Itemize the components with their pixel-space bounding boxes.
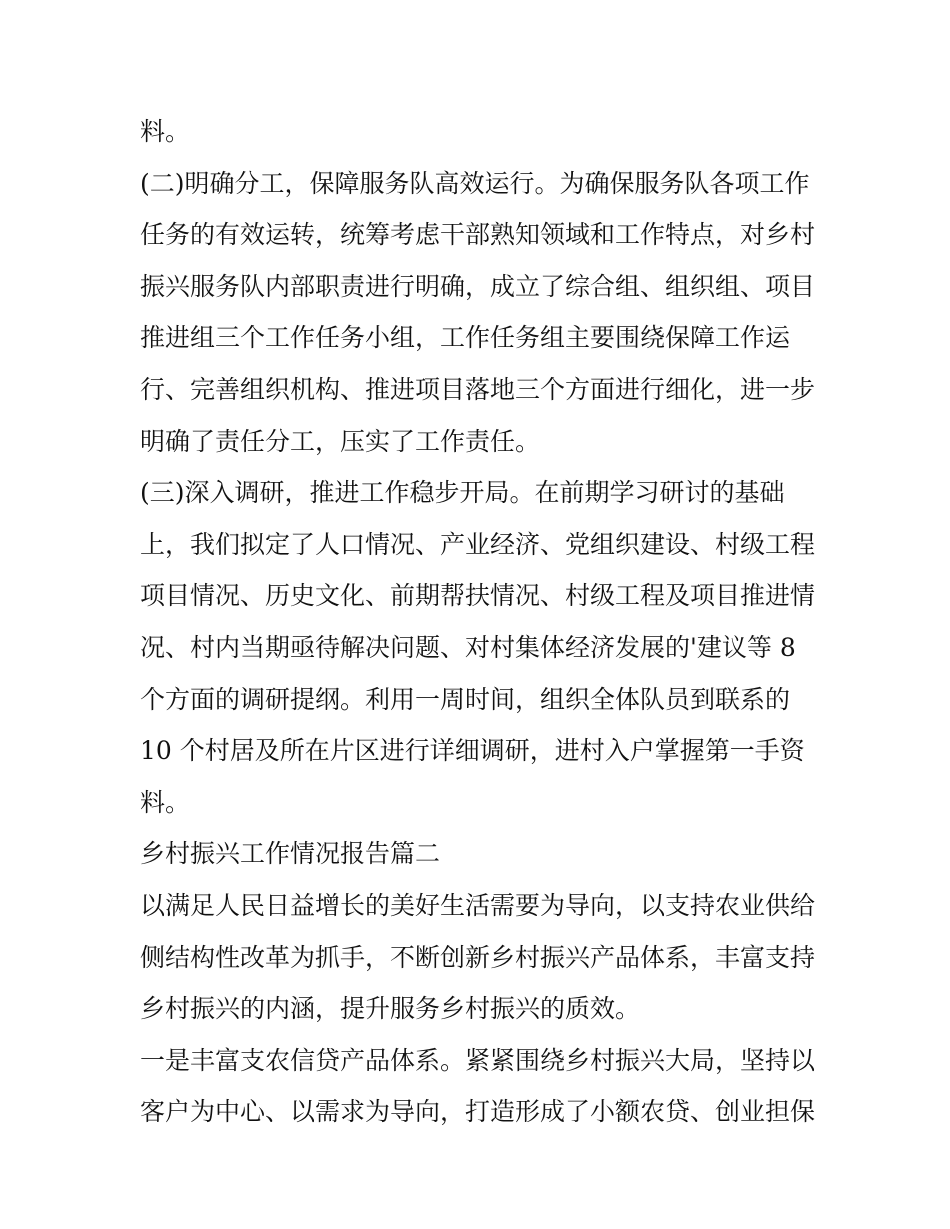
text-line: 况、村内当期亟待解决问题、对村集体经济发展的'建议等 8 — [140, 632, 796, 662]
text-line: 客户为中心、以需求为导向，打造形成了小额农贷、创业担保 — [140, 1097, 816, 1127]
text-line: 料。 — [140, 117, 191, 146]
text-line: 振兴服务队内部职责进行明确，成立了综合组、组织组、项目 — [140, 271, 816, 301]
text-line: (二)明确分工，保障服务队高效运行。为确保服务队各项工作 — [140, 168, 810, 198]
text-line: 项目情况、历史文化、前期帮扶情况、村级工程及项目推进情 — [140, 581, 816, 611]
text-line: 以满足人民日益增长的美好生活需要为导向，以支持农业供给 — [140, 890, 816, 920]
text-line: 行、完善组织机构、推进项目落地三个方面进行细化，进一步 — [140, 374, 816, 404]
section-heading: 乡村振兴工作情况报告篇二 — [140, 839, 441, 869]
text-line: 10 个村居及所在片区进行详细调研，进村入户掌握第一手资 — [140, 736, 805, 766]
text-line: 明确了责任分工，压实了工作责任。 — [140, 426, 541, 456]
text-line: 侧结构性改革为抓手，不断创新乡村振兴产品体系，丰富支持 — [140, 942, 816, 972]
text-line: 一是丰富支农信贷产品体系。紧紧围绕乡村振兴大局，坚持以 — [140, 1045, 816, 1075]
text-line: 推进组三个工作任务小组，工作任务组主要围绕保障工作运 — [140, 323, 791, 353]
text-line: 任务的有效运转，统筹考虑干部熟知领域和工作特点，对乡村 — [140, 220, 816, 250]
text-line: 上，我们拟定了人口情况、产业经济、党组织建设、村级工程 — [140, 529, 816, 559]
document-body — [140, 106, 820, 1138]
text-line: 乡村振兴的内涵，提升服务乡村振兴的质效。 — [140, 994, 641, 1024]
text-line: 料。 — [140, 787, 191, 817]
text-line: 个方面的调研提纲。利用一周时间，组织全体队员到联系的 — [140, 684, 791, 714]
text-line: (三)深入调研，推进工作稳步开局。在前期学习研讨的基础 — [140, 478, 785, 508]
